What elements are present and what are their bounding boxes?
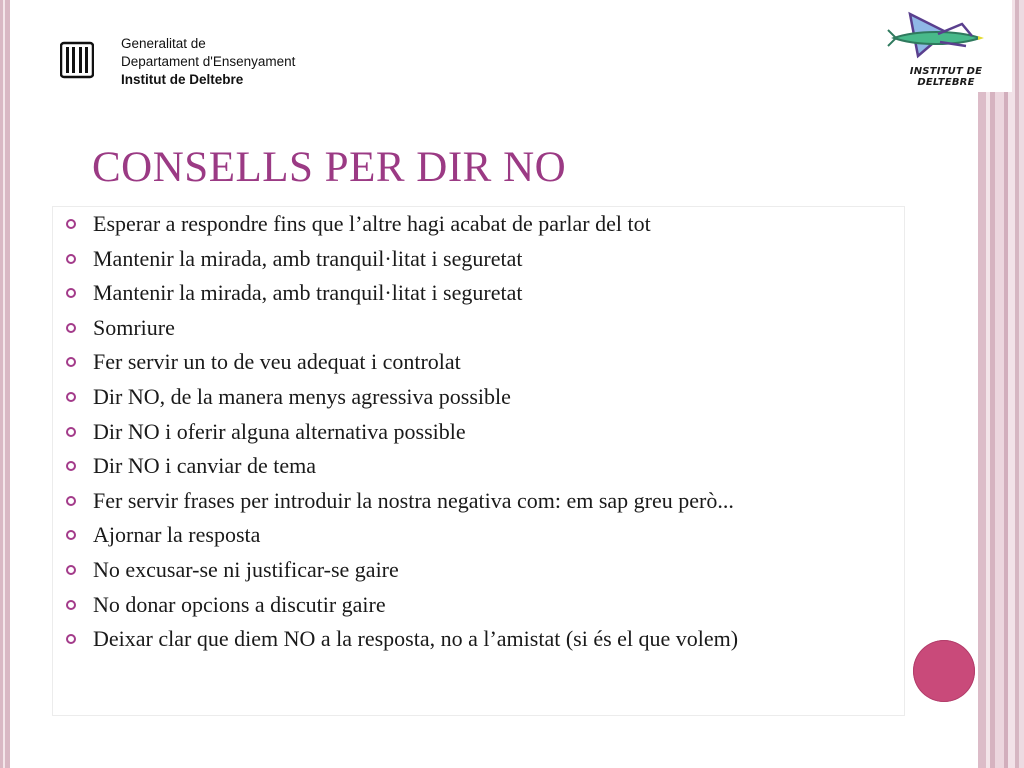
bullet-circle-icon — [66, 496, 76, 506]
org-line-1: Generalitat de — [121, 36, 206, 51]
org-line-3: Institut de Deltebre — [121, 72, 244, 87]
bullet-item — [65, 350, 897, 374]
slide-title: CONSELLS PER DIR NO — [92, 144, 567, 191]
bullet-text: Mantenir la mirada, amb tranquil·litat i seguretat — [93, 280, 523, 306]
bullet-item — [65, 316, 897, 340]
bullet-text: Dir NO i oferir alguna alternativa possible — [93, 418, 466, 444]
bullet-item — [65, 558, 897, 582]
bullet-item — [65, 385, 897, 409]
decorative-circle — [913, 640, 975, 702]
bullet-text: No donar opcions a discutir gaire — [93, 591, 386, 617]
left-border-decoration — [0, 0, 10, 768]
bullet-text: Dir NO i canviar de tema — [93, 453, 316, 479]
bullet-circle-icon — [66, 254, 76, 264]
bullet-circle-icon — [66, 427, 76, 437]
bullet-item — [65, 523, 897, 547]
bullet-circle-icon — [66, 461, 76, 471]
bullet-circle-icon — [66, 357, 76, 367]
bullet-circle-icon — [66, 219, 76, 229]
right-stripes-decoration — [978, 0, 1024, 768]
bullet-circle-icon — [66, 323, 76, 333]
content-box — [52, 206, 905, 716]
bullet-list — [65, 212, 897, 662]
bullet-circle-icon — [66, 565, 76, 575]
airplane-logo-icon — [876, 0, 1012, 66]
bullet-item — [65, 212, 897, 236]
bullet-circle-icon — [66, 288, 76, 298]
bullet-text: Ajornar la resposta — [93, 522, 261, 548]
bullet-text: Deixar clar que diem NO a la resposta, no a l’amistat (si és el que volem) — [93, 626, 739, 652]
bullet-item — [65, 454, 897, 478]
school-logo — [876, 0, 1012, 92]
bullet-item — [65, 489, 897, 513]
bullet-text: Esperar a respondre fins que l’altre hagi acabat de parlar del tot — [93, 211, 651, 236]
department-header — [121, 35, 295, 89]
bullet-text: Fer servir un to de veu adequat i controlat — [93, 349, 461, 375]
bullet-item — [65, 247, 897, 271]
generalitat-logo-icon — [60, 40, 94, 80]
bullet-text: Mantenir la mirada, amb tranquil·litat i seguretat — [93, 245, 523, 271]
bullet-text: Fer servir frases per introduir la nostra negativa com: em sap greu però... — [93, 487, 734, 513]
bullet-text: Somriure — [93, 314, 175, 340]
bullet-item — [65, 281, 897, 305]
bullet-item — [65, 627, 897, 651]
bullet-circle-icon — [66, 634, 76, 644]
org-line-2: Departament d'Ensenyament — [121, 54, 296, 69]
bullet-circle-icon — [66, 530, 76, 540]
logo-caption: INSTITUT DE DELTEBRE — [909, 66, 983, 88]
bullet-text: No excusar-se ni justificar-se gaire — [93, 556, 399, 582]
bullet-text: Dir NO, de la manera menys agressiva possible — [93, 383, 511, 409]
bullet-item — [65, 420, 897, 444]
bullet-circle-icon — [66, 392, 76, 402]
bullet-circle-icon — [66, 600, 76, 610]
bullet-item — [65, 593, 897, 617]
